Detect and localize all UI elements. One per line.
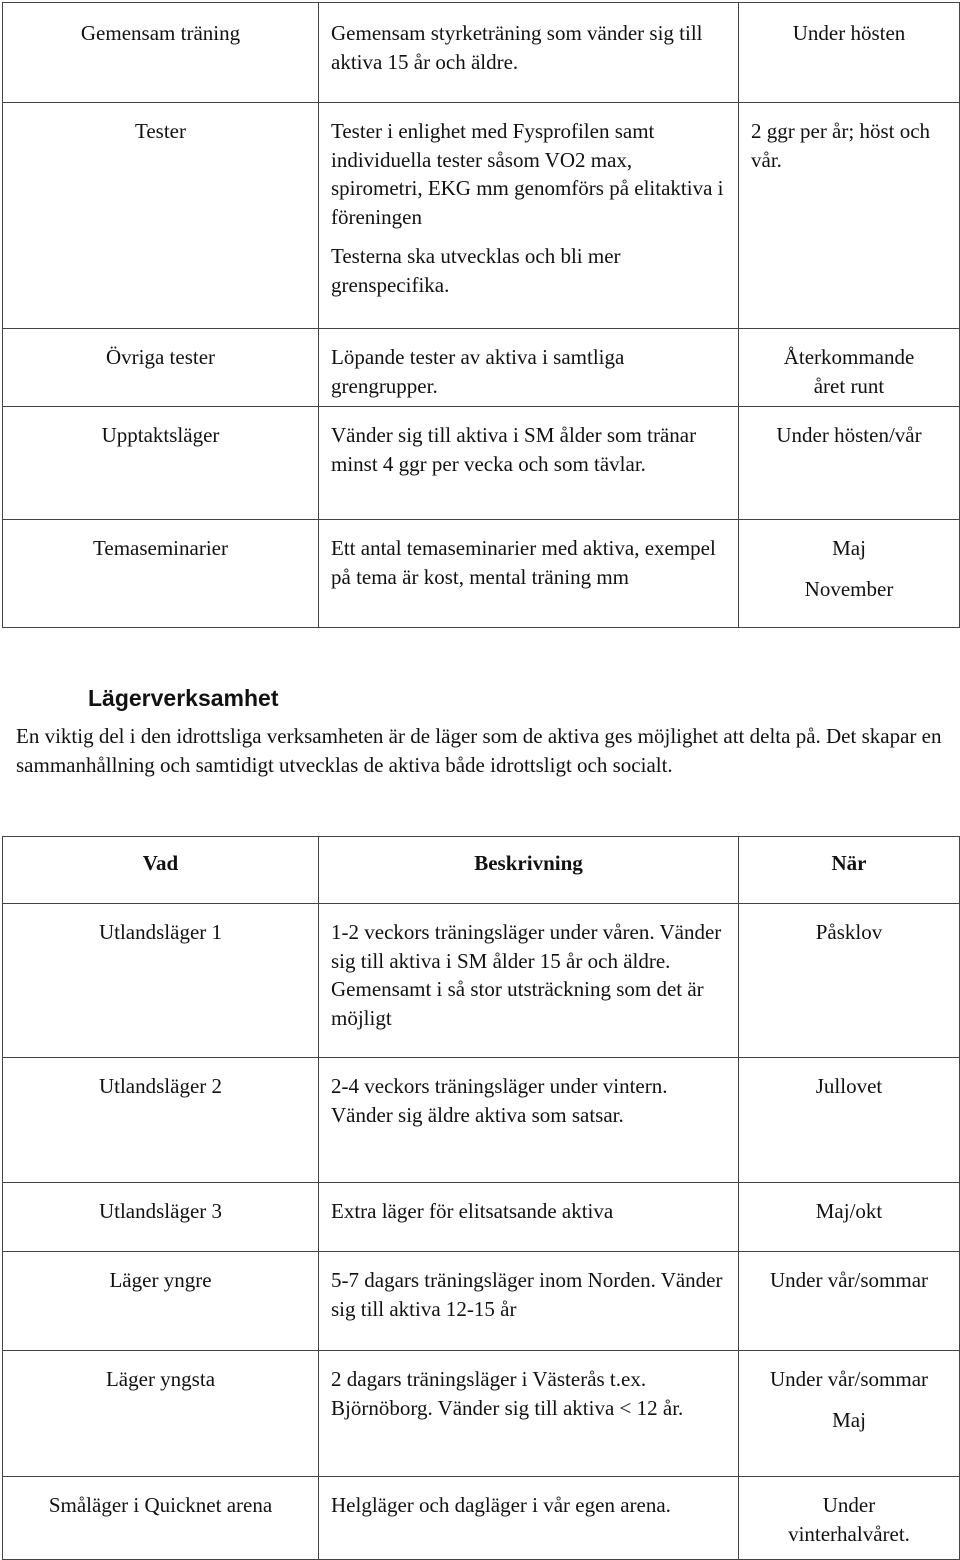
activity-when bbox=[739, 520, 960, 628]
camp-description bbox=[319, 1477, 739, 1560]
activity-name: Övriga tester bbox=[3, 329, 319, 407]
when-text: Maj bbox=[832, 1407, 866, 1432]
activity-when bbox=[739, 329, 960, 407]
camp-description bbox=[319, 1351, 739, 1477]
table-row bbox=[3, 1183, 960, 1252]
when-text: Jullovet bbox=[815, 1074, 883, 1098]
header-what: Vad bbox=[3, 837, 319, 904]
when-text: Maj bbox=[832, 536, 866, 560]
camp-when bbox=[739, 904, 960, 1058]
when-text: 2 ggr per år; höst och vår. bbox=[751, 119, 931, 172]
when-text: Under hösten/vår bbox=[776, 423, 922, 447]
activity-description bbox=[319, 103, 739, 329]
description-text: 5-7 dagars träningsläger inom Norden. Vänder sig till aktiva 12-15 år bbox=[331, 1268, 723, 1321]
description-text: Vänder sig till aktiva i SM ålder som tränar minst 4 ggr per vecka och som tävlar. bbox=[331, 423, 697, 476]
camp-name: Läger yngsta bbox=[3, 1351, 319, 1477]
camp-when bbox=[739, 1183, 960, 1252]
description-text: Gemensam styrketräning som vänder sig till aktiva 15 år och äldre. bbox=[331, 21, 703, 74]
camp-name: Läger yngre bbox=[3, 1252, 319, 1351]
header-when: När bbox=[739, 837, 960, 904]
description-text: Testerna ska utvecklas och bli mer grenspecifika. bbox=[331, 244, 621, 297]
header-description: Beskrivning bbox=[319, 837, 739, 904]
activity-when bbox=[739, 103, 960, 329]
table-row bbox=[3, 1058, 960, 1183]
camp-description bbox=[319, 904, 739, 1058]
table-row bbox=[3, 103, 960, 329]
description-text: Tester i enlighet med Fysprofilen samt individuella tester såsom VO2 max, spirometri, EKG mm genomförs på elitaktiva i föreningen bbox=[331, 119, 724, 229]
when-text: Påsklov bbox=[815, 920, 883, 944]
description-text: 2-4 veckors träningsläger under vintern. Vänder sig äldre aktiva som satsar. bbox=[331, 1074, 668, 1127]
activity-name: Tester bbox=[3, 103, 319, 329]
camp-when bbox=[739, 1058, 960, 1183]
camp-name: Utlandsläger 1 bbox=[3, 904, 319, 1058]
when-text: Under vår/sommar bbox=[769, 1268, 929, 1292]
camp-description bbox=[319, 1252, 739, 1351]
activity-name: Temaseminarier bbox=[3, 520, 319, 628]
when-text: November bbox=[804, 576, 894, 601]
when-text: Under vinterhalvåret. bbox=[788, 1493, 910, 1546]
table-row bbox=[3, 1351, 960, 1477]
description-text: Ett antal temaseminarier med aktiva, exempel på tema är kost, mental träning mm bbox=[331, 536, 716, 589]
camp-description bbox=[319, 1058, 739, 1183]
camp-name: Utlandsläger 2 bbox=[3, 1058, 319, 1183]
camp-name: Småläger i Quicknet arena bbox=[3, 1477, 319, 1560]
description-text: 1-2 veckors träningsläger under våren. Vänder sig till aktiva i SM ålder 15 år och äldre. Gemensamt i så stor utsträckning som det är möjligt bbox=[331, 920, 722, 1030]
activity-when bbox=[739, 3, 960, 103]
activity-name: Gemensam träning bbox=[3, 3, 319, 103]
table-header-row bbox=[3, 837, 960, 904]
camp-name: Utlandsläger 3 bbox=[3, 1183, 319, 1252]
when-text: Under vår/sommar bbox=[769, 1367, 929, 1391]
camp-when bbox=[739, 1252, 960, 1351]
camp-when bbox=[739, 1351, 960, 1477]
description-text: Löpande tester av aktiva i samtliga grengrupper. bbox=[331, 345, 625, 398]
activity-name: Upptaktsläger bbox=[3, 407, 319, 520]
activity-description bbox=[319, 3, 739, 103]
section-intro: En viktig del i den idrottsliga verksamheten är de läger som de aktiva ges möjlighet att delta på. Det skapar en sammanhållning och samtidigt utvecklas de aktiva både idrottsligt och socialt. bbox=[16, 724, 942, 777]
table-row bbox=[3, 407, 960, 520]
table-row bbox=[3, 1252, 960, 1351]
activity-description bbox=[319, 407, 739, 520]
description-text: 2 dagars träningsläger i Västerås t.ex. Björnöborg. Vänder sig till aktiva < 12 år. bbox=[331, 1367, 684, 1420]
when-text: Återkommande året runt bbox=[783, 345, 915, 398]
section-heading: Lägerverksamhet bbox=[88, 685, 279, 711]
activity-description bbox=[319, 329, 739, 407]
activities-table bbox=[2, 2, 960, 628]
when-text: Maj/okt bbox=[815, 1199, 883, 1223]
table-row bbox=[3, 329, 960, 407]
camps-table bbox=[2, 836, 960, 1560]
camp-description bbox=[319, 1183, 739, 1252]
table-row bbox=[3, 1477, 960, 1560]
activity-description bbox=[319, 520, 739, 628]
table-row bbox=[3, 904, 960, 1058]
when-text: Under hösten bbox=[792, 21, 906, 45]
table-row bbox=[3, 3, 960, 103]
activity-when bbox=[739, 407, 960, 520]
table-row bbox=[3, 520, 960, 628]
description-text: Helgläger och dagläger i vår egen arena. bbox=[331, 1493, 671, 1517]
camp-when bbox=[739, 1477, 960, 1560]
description-text: Extra läger för elitsatsande aktiva bbox=[331, 1199, 614, 1223]
